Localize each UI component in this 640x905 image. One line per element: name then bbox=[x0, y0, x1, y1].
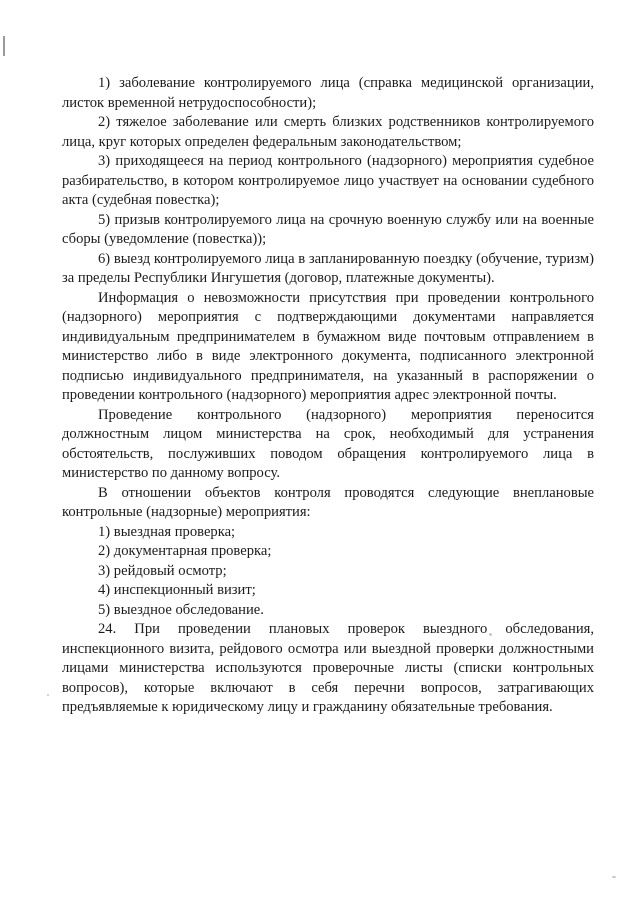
list-item-field-inspection: 1) выездная проверка; bbox=[98, 523, 236, 540]
paragraph-postponement: Проведение контрольного (надзорного) мероприятия переносится должностным лицом министерства на срок, необходимый для устранения обстоятельств, послуживших поводом обращения контролируемого лица в министерство по данному вопросу. bbox=[62, 406, 594, 481]
paragraph-unplanned-intro: В отношении объектов контроля проводятся следующие внеплановые контрольные (надзорные) мероприятия: bbox=[62, 484, 594, 520]
list-item-field-survey: 5) выездное обследование. bbox=[98, 601, 264, 618]
list-item-inspection-visit: 4) инспекционный визит; bbox=[98, 582, 256, 598]
paragraph-absence-info: Информация о невозможности присутствия при проведении контрольного (надзорного) мероприятия с подтверждающими документами направляется индивидуальным предпринимателем в бумажном виде почтовым отправлением в министерство либо в виде электронного документа, подписанного электронной подписью индивидуального предпринимателя, на указанный в распоряжении о проведении контрольного (надзорного) мероприятия адрес электронной почты. bbox=[62, 289, 594, 403]
scan-speck bbox=[47, 694, 49, 696]
paragraph-court: 3) приходящееся на период контрольного (надзорного) мероприятия судебное разбирательство, в котором контролируемое лицо участвует на основании судебного акта (судебная повестка); bbox=[62, 153, 594, 208]
scan-speck bbox=[612, 876, 616, 878]
paragraph-relatives: 2) тяжелое заболевание или смерть близких родственников контролируемого лица, круг которых определен федеральным законодательством; bbox=[62, 114, 594, 150]
list-item-document-inspection: 2) документарная проверка; bbox=[98, 543, 272, 559]
paragraph-illness: 1) заболевание контролируемого лица (справка медицинской организации, листок временной нетрудоспособности); bbox=[62, 75, 594, 111]
list-item-raid-inspection: 3) рейдовый осмотр; bbox=[98, 562, 227, 579]
document-body bbox=[62, 74, 594, 718]
scan-edge-mark bbox=[3, 36, 5, 56]
paragraph-travel: 6) выезд контролируемого лица в запланированную поездку (обучение, туризм) за пределы Республики Ингушетия (договор, платежные документы). bbox=[62, 250, 594, 286]
paragraph-military: 5) призыв контролируемого лица на срочную военную службу или на военные сборы (уведомление (повестка)); bbox=[62, 211, 594, 247]
paragraph-section-24: 24. При проведении плановых проверок выездного обследования, инспекционного визита, рейдового осмотра или выездной проверки должностными лицами министерства используются проверочные листы (списки контрольных вопросов), которые включают в себя перечни вопросов, затрагивающих предъявляемые к юридическому лицу и гражданину обязательные требования. bbox=[62, 621, 594, 715]
